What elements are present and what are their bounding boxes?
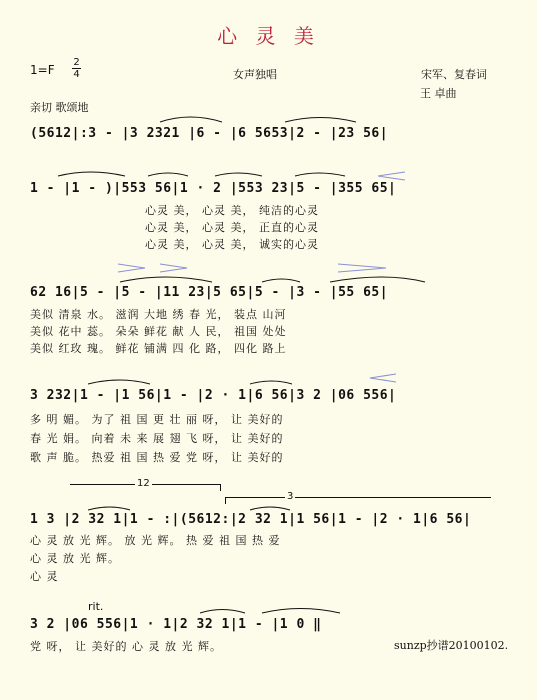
slur-mark xyxy=(250,507,290,510)
system-2-notes: 1 - |1 - )|553 56|1 · 2 |553 23|5 - |355 65| xyxy=(30,181,397,196)
crescendo-mark xyxy=(370,374,396,382)
voice-type: 女声独唱 xyxy=(233,68,277,81)
crescendo-mark xyxy=(378,172,405,180)
lyricist-credit: 宋军、复春词 xyxy=(421,68,487,81)
system-4-lyric-2: 春 光 娟。 向着 未 来 展 翅 飞 呀， 让 美好的 xyxy=(30,432,284,445)
system-2-lyric-2: 心灵 美， 心灵 美， 正直的心灵 xyxy=(145,221,319,234)
transcriber-credit: sunzp抄谱20100102. xyxy=(394,639,509,652)
system-2-lyric-3: 心灵 美， 心灵 美， 诚实的心灵 xyxy=(145,238,319,251)
song-title: 心 灵 美 xyxy=(217,24,320,48)
slur-mark xyxy=(330,277,425,282)
slur-mark xyxy=(120,277,212,282)
key-signature: 1=F xyxy=(30,63,55,77)
system-6-notes: 3 2 |06 556|1 · 1|2 32 1|1 - |1 0 ‖ xyxy=(30,617,322,632)
slur-mark xyxy=(58,172,125,176)
slur-mark xyxy=(250,381,292,384)
system-3-lyric-3: 美似 红玫 瑰。 鲜花 铺满 四 化 路， 四化 路上 xyxy=(30,342,287,355)
crescendo-mark xyxy=(118,264,145,272)
system-3-lyric-1: 美似 清泉 水。 滋润 大地 绣 春 光， 装点 山河 xyxy=(30,308,287,321)
composer-credit: 王 卓曲 xyxy=(420,87,457,100)
time-signature-top: 2 xyxy=(73,57,80,68)
volta-first-ending-label: 12 xyxy=(137,478,150,489)
slur-mark xyxy=(285,118,356,123)
slur-mark xyxy=(295,173,345,176)
slur-mark xyxy=(160,117,222,122)
slur-mark xyxy=(148,173,188,176)
system-5-lyric-3: 心 灵 xyxy=(30,570,59,583)
system-5-lyric-1: 心 灵 放 光 辉。 放 光 辉。 热 爱 祖 国 热 爱 xyxy=(30,534,281,547)
crescendo-mark xyxy=(338,264,386,272)
system-4-lyric-3: 歌 声 脆。 热爱 祖 国 热 爱 党 呀， 让 美好的 xyxy=(30,451,284,464)
slur-mark xyxy=(262,609,340,614)
ritardando-marking: rit. xyxy=(88,600,104,613)
system-6-lyric-1: 党 呀， 让 美好的 心 灵 放 光 辉。 xyxy=(30,640,222,653)
system-1-notes: (5612|:3 - |3 2321 |6 - |6 5653|2 - |23 56| xyxy=(30,126,389,141)
system-2-lyric-1: 心灵 美， 心灵 美， 纯洁的心灵 xyxy=(145,204,319,217)
volta-second-ending-label: 3 xyxy=(287,491,294,502)
slur-mark xyxy=(88,507,130,510)
system-4-notes: 3 232|1 - |1 56|1 - |2 · 1|6 56|3 2 |06 556| xyxy=(30,388,397,403)
decrescendo-mark xyxy=(160,264,187,272)
slur-mark xyxy=(262,279,300,282)
system-5-notes: 1 3 |2 32 1|1 - :|(5612:|2 32 1|1 56|1 - |2 · 1|6 56| xyxy=(30,512,472,527)
system-3-lyric-2: 美似 花中 蕊。 朵朵 鲜花 献 人 民， 祖国 处处 xyxy=(30,325,287,338)
system-5-lyric-2: 心 灵 放 光 辉。 xyxy=(30,552,120,565)
slur-mark xyxy=(200,610,245,614)
system-4-lyric-1: 多 明 媚。 为了 祖 国 更 壮 丽 呀， 让 美好的 xyxy=(30,413,284,426)
tempo-marking: 亲切 歌颂地 xyxy=(30,101,89,114)
time-signature-bottom: 4 xyxy=(73,69,80,80)
slur-mark xyxy=(88,380,150,384)
slur-mark xyxy=(215,173,262,176)
system-3-notes: 62 16|5 - |5 - |11 23|5 65|5 - |3 - |55 65| xyxy=(30,285,389,300)
